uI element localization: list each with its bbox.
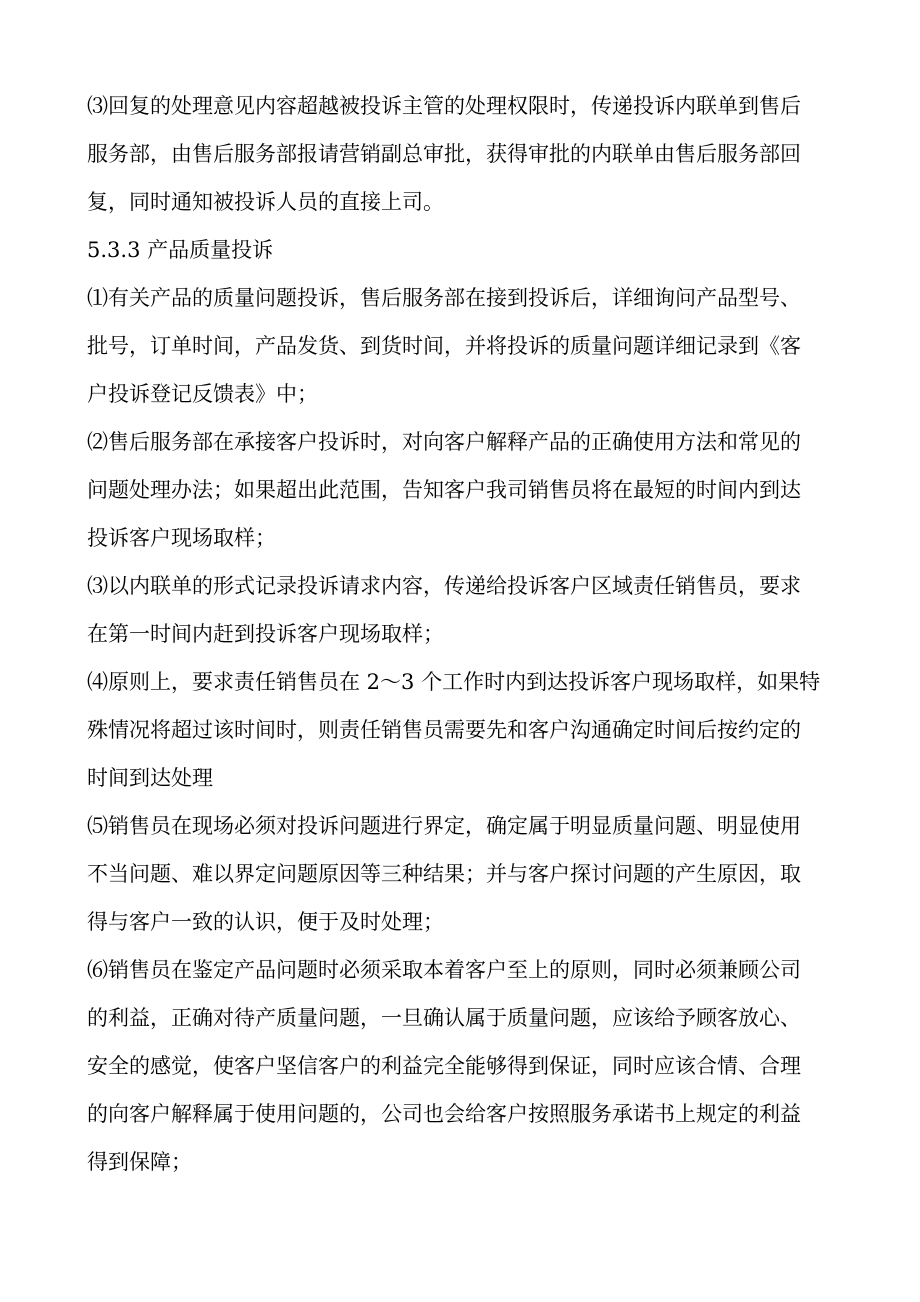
text-line: ⑷原则上，要求责任销售员在 2～3 个工作时内到达投诉客户现场取样，如果特 bbox=[87, 670, 821, 694]
text-line: 批号，订单时间，产品发货、到货时间，并将投诉的质量问题详细记录到《客 bbox=[87, 334, 801, 358]
text-line: ⑹销售员在鉴定产品问题时必须采取本着客户至上的原则，同时必须兼顾公司 bbox=[87, 958, 801, 982]
text-line: 安全的感觉，使客户坚信客户的利益完全能够得到保证，同时应该合情、合理 bbox=[87, 1054, 801, 1078]
text-line: 得与客户一致的认识，便于及时处理； bbox=[87, 910, 444, 934]
text-line: 不当问题、难以界定问题原因等三种结果；并与客户探讨问题的产生原因，取 bbox=[87, 862, 801, 886]
text-line: ⑶回复的处理意见内容超越被投诉主管的处理权限时，传递投诉内联单到售后 bbox=[87, 94, 801, 118]
text-line: 服务部，由售后服务部报请营销副总审批，获得审批的内联单由售后服务部回 bbox=[87, 142, 801, 166]
text-line: 的利益，正确对待产质量问题，一旦确认属于质量问题，应该给予顾客放心、 bbox=[87, 1006, 801, 1030]
text-line: ⑸销售员在现场必须对投诉问题进行界定，确定属于明显质量问题、明显使用 bbox=[87, 814, 801, 838]
text-line: ⑶以内联单的形式记录投诉请求内容，传递给投诉客户区域责任销售员，要求 bbox=[87, 574, 801, 598]
section-heading: 5.3.3 产品质量投诉 bbox=[87, 238, 274, 262]
text-line: 时间到达处理 bbox=[87, 766, 213, 790]
text-line: 的向客户解释属于使用问题的，公司也会给客户按照服务承诺书上规定的利益 bbox=[87, 1102, 801, 1126]
text-line: ⑵售后服务部在承接客户投诉时，对向客户解释产品的正确使用方法和常见的 bbox=[87, 430, 801, 454]
text-line: 得到保障； bbox=[87, 1150, 192, 1174]
text-line: ⑴有关产品的质量问题投诉，售后服务部在接到投诉后，详细询问产品型号、 bbox=[87, 286, 801, 310]
text-line: 殊情况将超过该时间时，则责任销售员需要先和客户沟通确定时间后按约定的 bbox=[87, 718, 801, 742]
text-line: 问题处理办法；如果超出此范围，告知客户我司销售员将在最短的时间内到达 bbox=[87, 478, 801, 502]
text-line: 投诉客户现场取样； bbox=[87, 526, 276, 550]
text-line: 复，同时通知被投诉人员的直接上司。 bbox=[87, 190, 444, 214]
text-line: 户投诉登记反馈表》中； bbox=[87, 382, 318, 406]
text-line: 在第一时间内赶到投诉客户现场取样； bbox=[87, 622, 444, 646]
